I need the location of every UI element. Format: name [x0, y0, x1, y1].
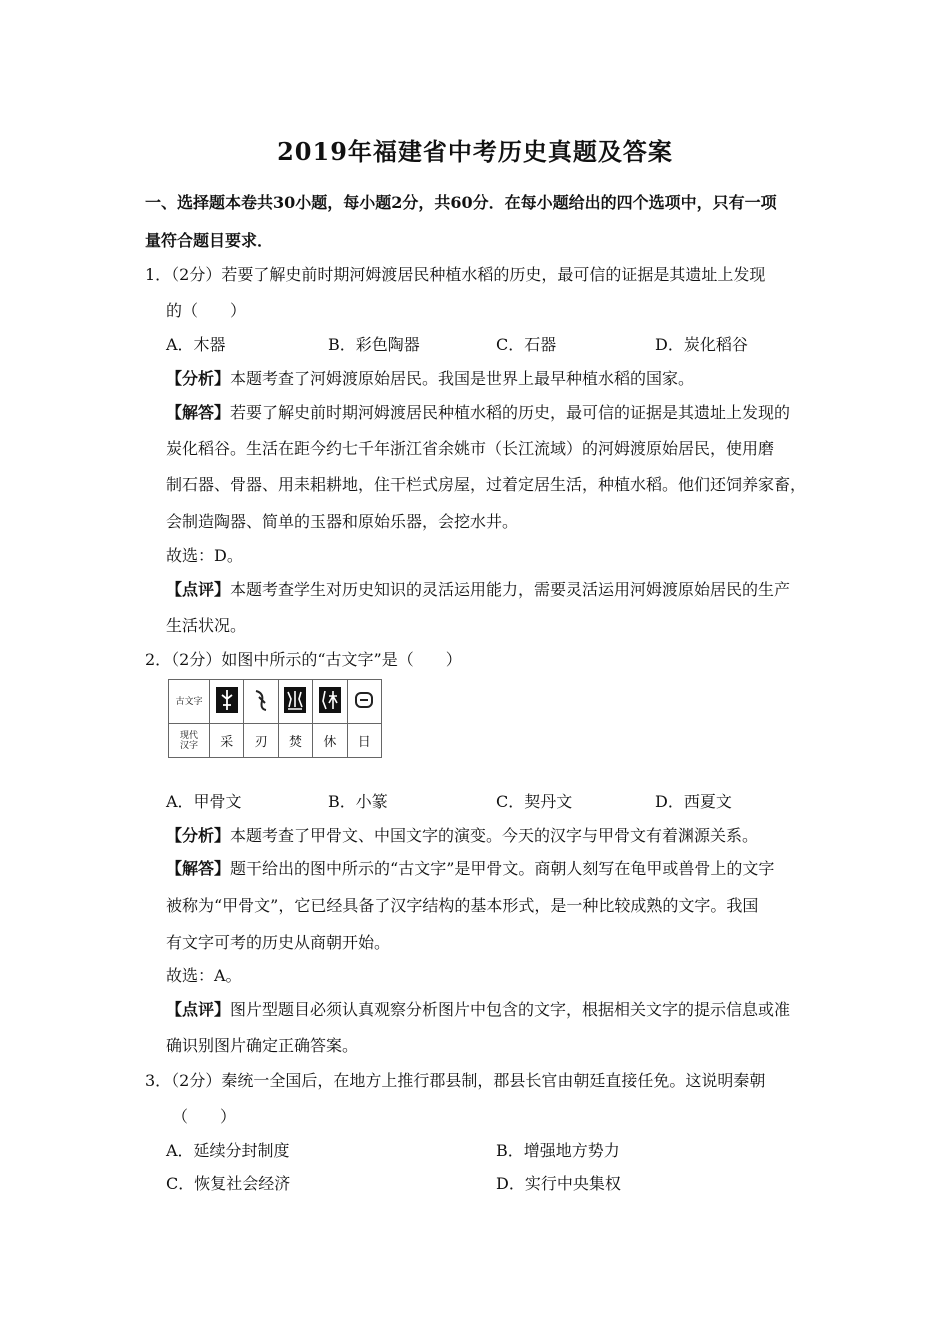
analysis-tag: 【分析】 — [166, 826, 231, 845]
q2-answer-line3: 有文字可考的历史从商朝开始。 — [166, 933, 391, 952]
row-label-ancient: 古文字 — [169, 680, 210, 724]
page-title: 2019年福建省中考历史真题及答案 — [277, 137, 673, 166]
answer-tag: 【解答】 — [166, 403, 231, 422]
q1-option-c: C．石器 — [496, 335, 557, 354]
q1-option-a: A．木器 — [166, 335, 226, 354]
q1-answer-line2: 炭化稻谷。生活在距今约七千年浙江省余姚市（长江流域）的河姆渡原始居民，使用磨 — [166, 439, 775, 458]
q2-option-d: D．西夏文 — [655, 792, 732, 811]
q2-comment-line1: 【点评】图片型题目必须认真观察分析图片中包含的文字，根据相关文字的提示信息或准 — [166, 1000, 791, 1019]
q3-option-c: C．恢复社会经济 — [166, 1174, 291, 1193]
q1-answer-line4: 会制造陶器、简单的玉器和原始乐器，会挖水井。 — [166, 512, 519, 531]
q1-comment-line1: 【点评】本题考查学生对历史知识的灵活运用能力，需要灵活运用河姆渡原始居民的生产 — [166, 580, 791, 599]
q2-comment-line2: 确识别图片确定正确答案。 — [166, 1036, 359, 1055]
q1-stem-line2: 的（ ） — [166, 301, 247, 320]
oracle-glyph-fen — [278, 680, 312, 724]
ancient-script-table — [168, 679, 382, 758]
q1-option-d: D．炭化稻谷 — [655, 335, 748, 354]
q2-stem: 2．（2分）如图中所示的“古文字”是（ ） — [145, 650, 462, 669]
modern-char: 日 — [347, 724, 381, 758]
modern-char: 刃 — [244, 724, 278, 758]
oracle-glyph-ri — [347, 680, 381, 724]
q3-option-d: D．实行中央集权 — [496, 1174, 621, 1193]
q2-option-b: B．小篆 — [328, 792, 388, 811]
oracle-glyph-ren — [244, 680, 278, 724]
q3-stem-line1: 3．（2分）秦统一全国后，在地方上推行郡县制，郡县长官由朝廷直接任免。这说明秦朝 — [145, 1071, 766, 1090]
q3-option-a: A．延续分封制度 — [166, 1141, 290, 1160]
q1-answer-line1: 【解答】若要了解史前时期河姆渡居民种植水稻的历史，最可信的证据是其遗址上发现的 — [166, 403, 791, 422]
q1-analysis: 【分析】本题考查了河姆渡原始居民。我国是世界上最早种植水稻的国家。 — [166, 369, 695, 388]
modern-char: 采 — [210, 724, 244, 758]
modern-char: 休 — [313, 724, 347, 758]
q2-option-c: C．契丹文 — [496, 792, 573, 811]
comment-tag: 【点评】 — [166, 580, 231, 599]
q3-stem-line2: （ ） — [172, 1107, 237, 1126]
q3-option-b: B．增强地方势力 — [496, 1141, 620, 1160]
q2-choice: 故选：A。 — [166, 966, 242, 985]
q1-option-b: B．彩色陶器 — [328, 335, 420, 354]
q1-answer-line3: 制石器、骨器、用耒耜耕地，住干栏式房屋，过着定居生活，种植水稻。他们还饲养家畜， — [166, 475, 807, 494]
q1-comment-line2: 生活状况。 — [166, 616, 247, 635]
analysis-tag: 【分析】 — [166, 369, 231, 388]
section-instructions-line1: 一、选择题本卷共30小题，每小题2分，共60分．在每小题给出的四个选项中，只有一项 — [145, 193, 777, 212]
answer-tag: 【解答】 — [166, 859, 231, 878]
q2-answer-line1: 【解答】题干给出的图中所示的“古文字”是甲骨文。商朝人刻写在龟甲或兽骨上的文字 — [166, 859, 775, 878]
q2-analysis: 【分析】本题考查了甲骨文、中国文字的演变。今天的汉字与甲骨文有着渊源关系。 — [166, 826, 759, 845]
row-label-modern: 现代 汉字 — [169, 724, 210, 758]
comment-tag: 【点评】 — [166, 1000, 231, 1019]
section-instructions-line2: 量符合题目要求． — [145, 231, 274, 250]
q1-stem-line1: 1．（2分）若要了解史前时期河姆渡居民种植水稻的历史，最可信的证据是其遗址上发现 — [145, 265, 766, 284]
q2-answer-line2: 被称为“甲骨文”，它已经具备了汉字结构的基本形式，是一种比较成熟的文字。我国 — [166, 896, 759, 915]
q1-choice: 故选：D。 — [166, 546, 243, 565]
oracle-glyph-xiu — [313, 680, 347, 724]
modern-char: 焚 — [278, 724, 312, 758]
oracle-glyph-cai — [210, 680, 244, 724]
q2-option-a: A．甲骨文 — [166, 792, 242, 811]
